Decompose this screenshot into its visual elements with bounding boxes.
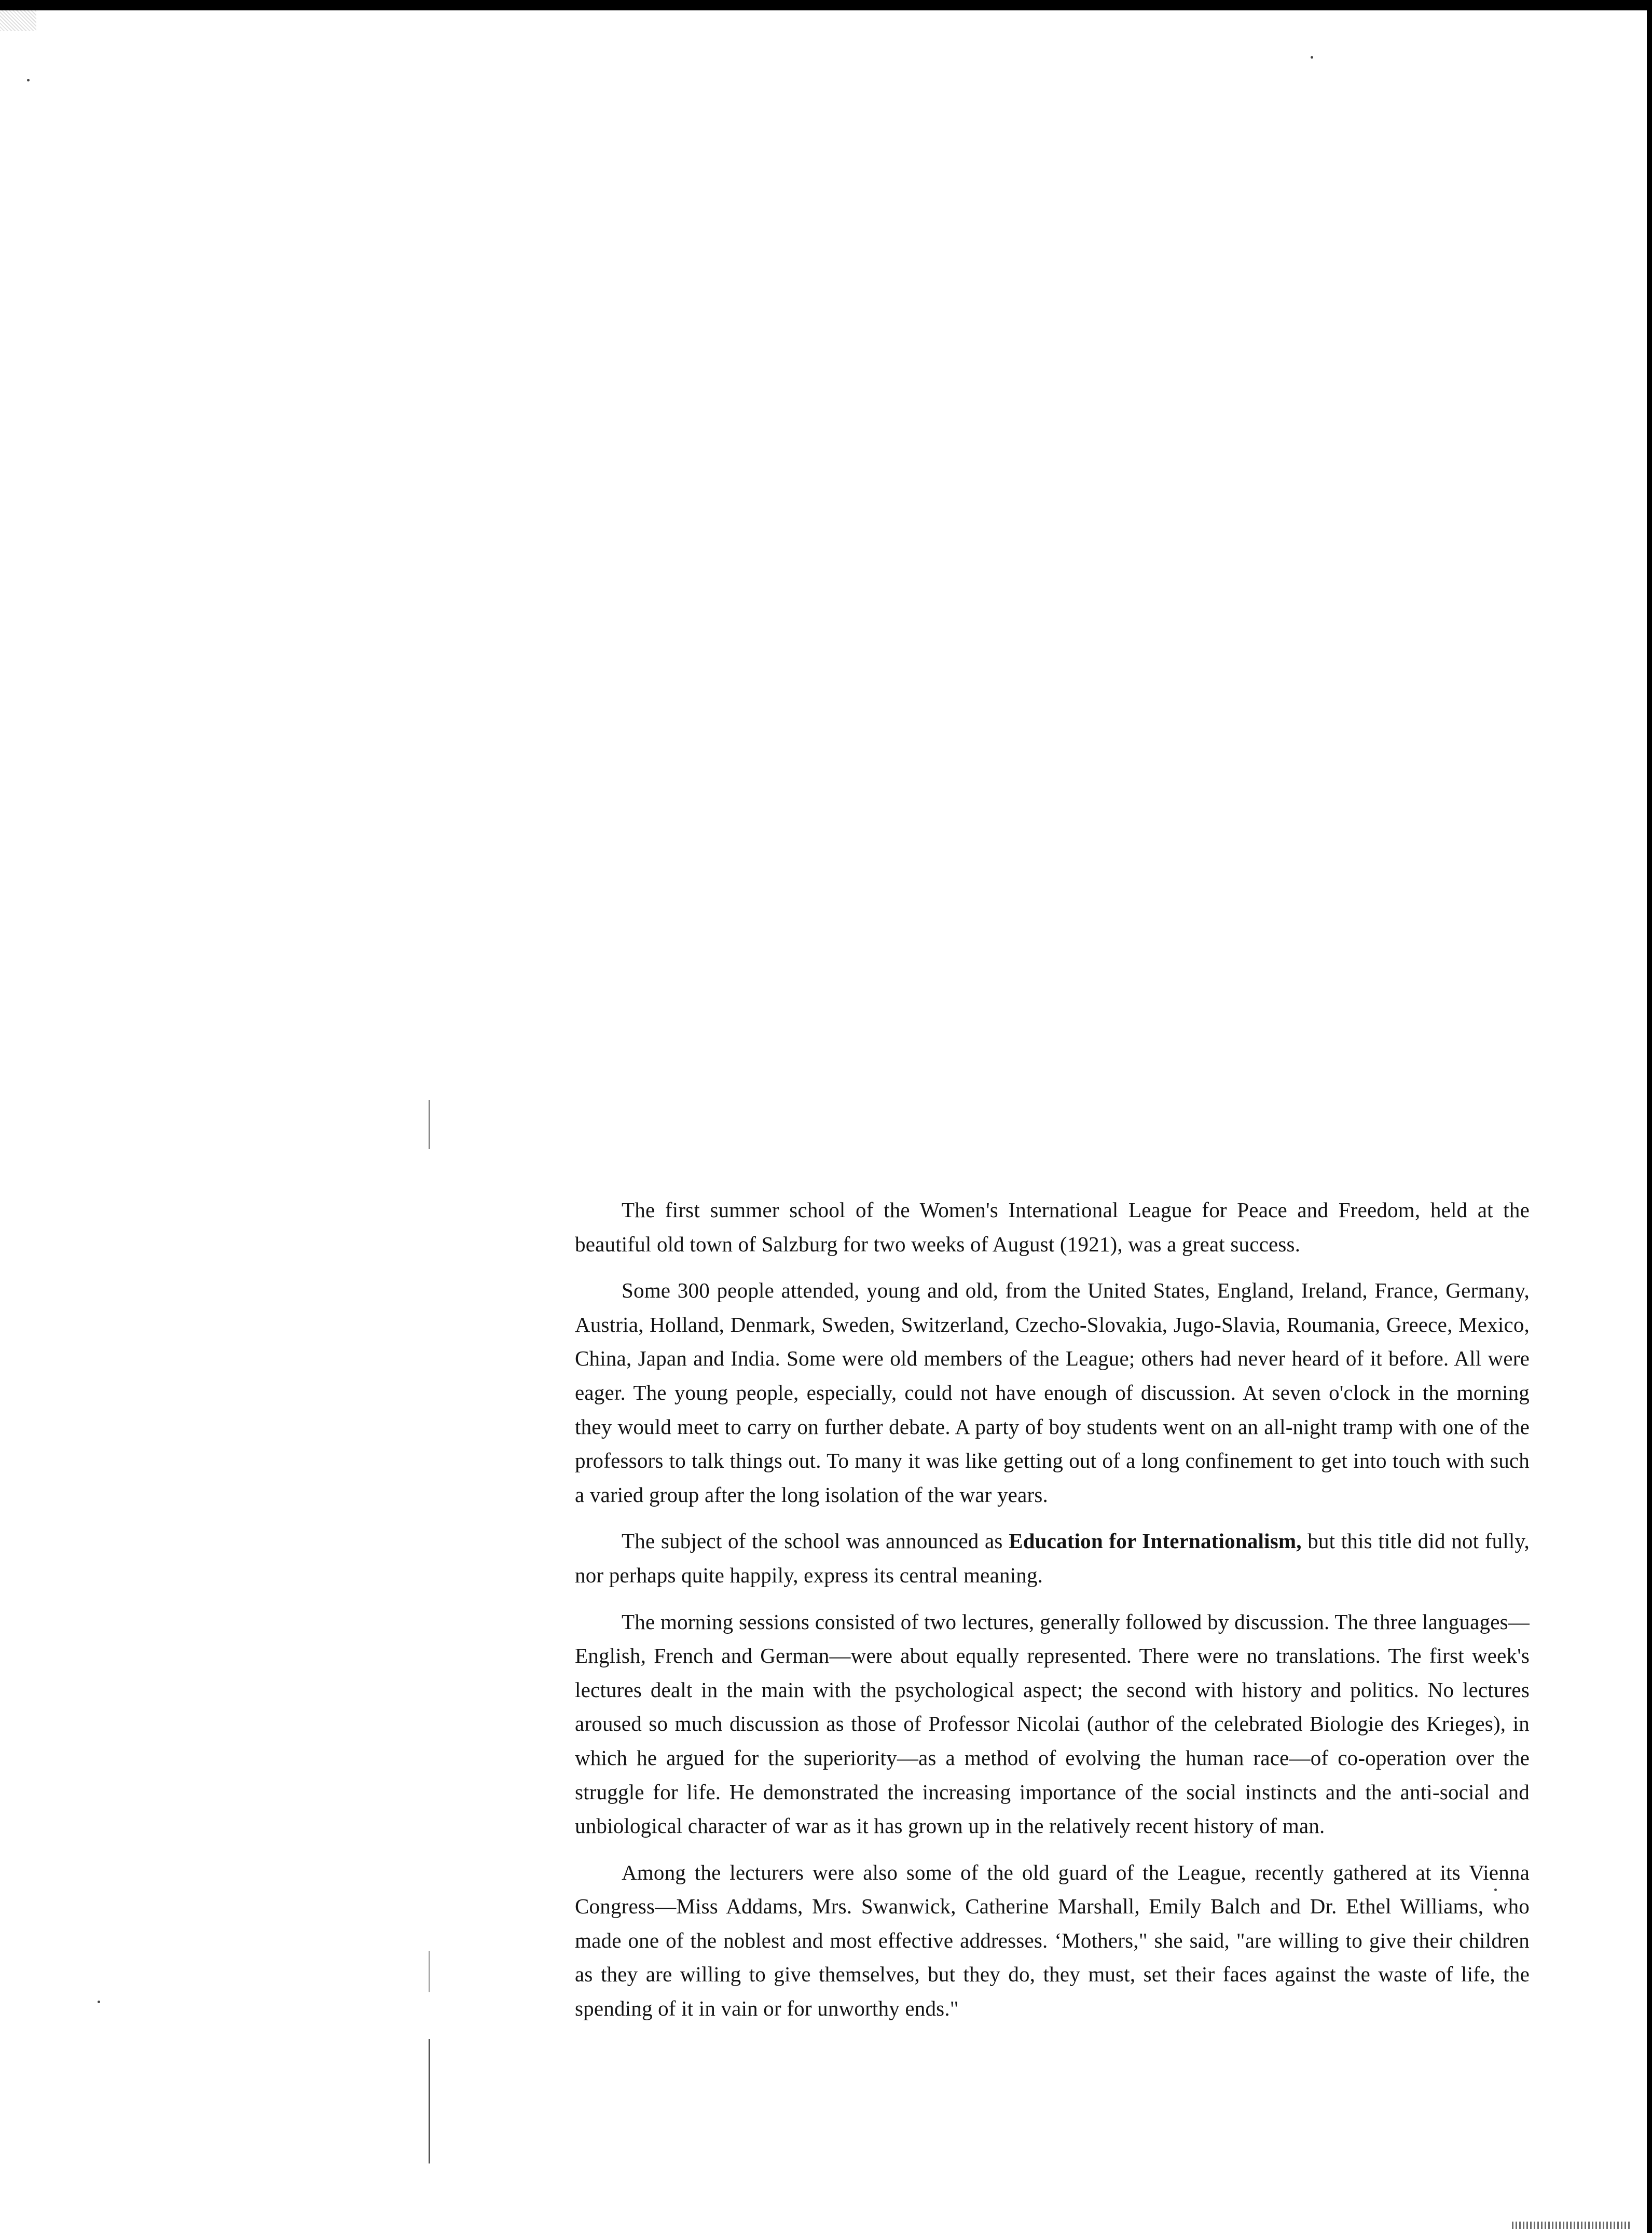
- subject-text-before: The subject of the school was announced as: [622, 1529, 1009, 1553]
- subject-text-after: but this title did not fully, nor perhaps quite happily, express its central meaning.: [575, 1529, 1530, 1587]
- paragraph-attendance: Some 300 people attended, young and old, from the United States, England, Ireland, France, Germany, Austria, Holland, Denmark, Sweden, Switzerland, Czecho-Slovakia, Jugo-Slavia, Roumania, Greece, Mexico, China, Japan and India. Some were old members of the League; others had never heard of it before. All were eager. The young people, especially, could not have enough of discussion. At seven o'clock in the morning they would meet to carry on further debate. A party of boy students went on an all-night tramp with one of the professors to talk things out. To many it was like getting out of a long confinement to get into touch with such a varied group after the long isolation of the war years.: [575, 1278, 1530, 1507]
- dust-speck: [1311, 56, 1313, 59]
- fold-mark-middle: [429, 1951, 430, 1992]
- scan-smudge: [1512, 2222, 1631, 2229]
- paragraph-sessions: The morning sessions consisted of two lectures, generally followed by discussion. The three languages—English, French and German—were about equally represented. There were no translations. The first week's lectures dealt in the main with the psychological aspect; the second with history and politics. No lectures aroused so much discussion as those of Professor Nicolai (author of the celebrated Biologie des Krieges), in which he argued for the superiority—as a method of evolving the human race—of co-operation over the struggle for life. He demonstrated the increasing importance of the social instincts and the anti-social and unbiological character of war as it has grown up in the relatively recent history of man.: [575, 1609, 1530, 1838]
- scan-edge-top: [0, 0, 1652, 10]
- paragraph-intro: The first summer school of the Women's International League for Peace and Freedom, held at the beautiful old town of Salzburg for two weeks of August (1921), was a great success.: [575, 1198, 1530, 1256]
- dust-speck: [98, 2001, 100, 2003]
- dust-speck: [27, 79, 30, 81]
- paragraph-subject: [575, 1524, 1530, 1592]
- scan-edge-right: [1647, 0, 1652, 2233]
- fold-mark-lower: [429, 2039, 430, 2163]
- fold-mark-upper: [429, 1100, 430, 1149]
- article-body: [575, 1193, 1530, 2038]
- subject-title: Education for Internationalism,: [1009, 1529, 1302, 1553]
- paragraph-lecturers: Among the lecturers were also some of the old guard of the League, recently gathered at its Vienna Congress—Miss Addams, Mrs. Swanwick, Catherine Marshall, Emily Balch and Dr. Ethel Williams, who made one of the noblest and most effective addresses. ‘Mothers," she said, "are willing to give their children as they are willing to give themselves, but they do, they must, set their faces against the waste of life, the spending of it in vain or for unworthy ends.": [575, 1860, 1530, 2021]
- scan-corner-noise: [0, 10, 36, 31]
